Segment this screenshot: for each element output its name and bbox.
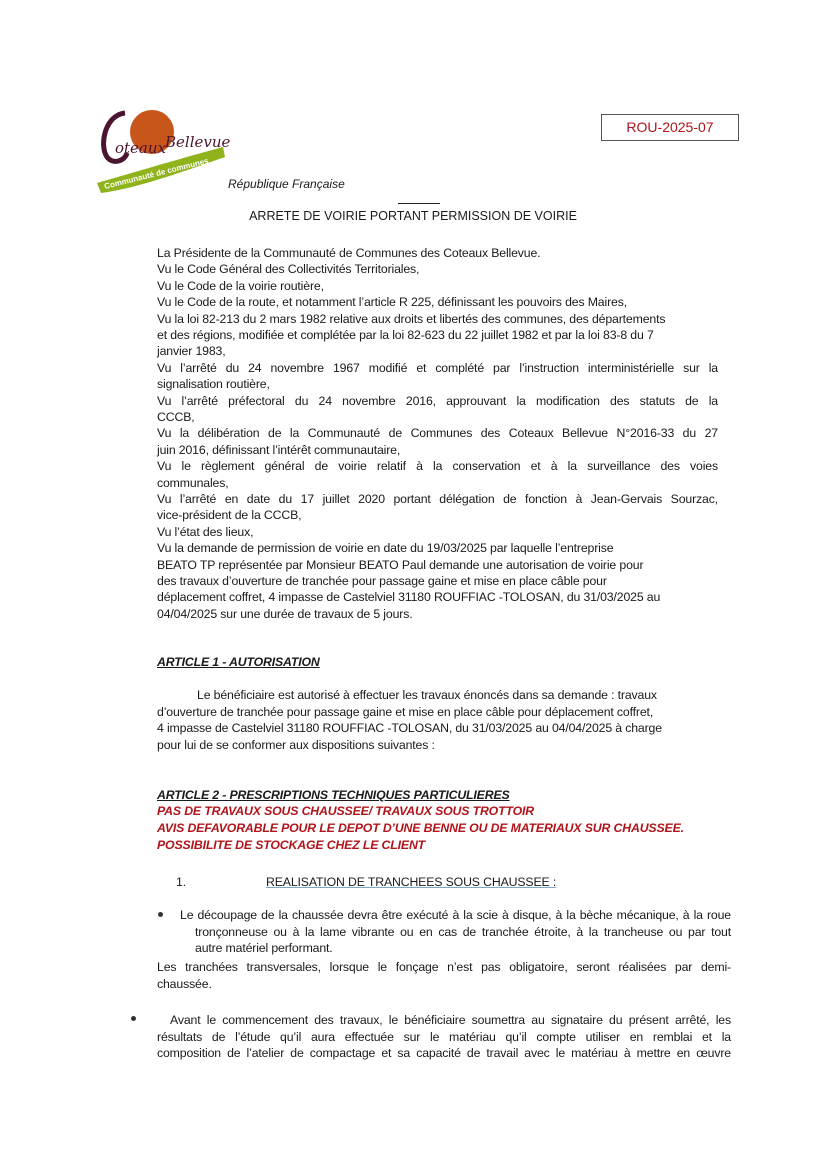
text-line: AVIS DEFAVORABLE POUR LE DEPOT D’UNE BENNE OU DE MATERIAUX SUR CHAUSSEE.	[157, 821, 684, 835]
text-line: Le découpage de la chaussée devra être exécuté à la scie à disque, à la bèche mécanique, à la roue	[180, 908, 731, 922]
text-line: autre matériel performant.	[195, 941, 333, 955]
text-line: 4 impasse de Castelviel 31180 ROUFFIAC -TOLOSAN, du 31/03/2025 au 04/04/2025 à charge	[157, 721, 662, 735]
text-line: résultats de l’étude qu’il aura effectuée sur le matériau qu’il compte utiliser en remblai et la	[157, 1029, 731, 1044]
text-line: Vu le Code de la route, et notamment l’article R 225, définissant les pouvoirs des Maires,	[157, 295, 627, 310]
bullet-icon	[131, 1016, 136, 1021]
text-line: BEATO TP représentée par Monsieur BEATO Paul demande une autorisation de voirie pour	[157, 557, 644, 572]
svg-text:Bellevue: Bellevue	[165, 133, 231, 151]
text-line: d’ouverture de tranchée pour passage gaine et mise en place câble pour déplacement coffret,	[157, 704, 654, 719]
text-line: vice-président de la CCCB,	[157, 508, 302, 523]
text-line: chaussée.	[157, 977, 212, 991]
text-line: POSSIBILITE DE STOCKAGE CHEZ LE CLIENT	[157, 838, 426, 852]
divider	[398, 203, 440, 204]
reference-box	[601, 114, 739, 141]
text-line: Vu la demande de permission de voirie en date du 19/03/2025 par laquelle l’entreprise	[157, 541, 614, 556]
text-line: Vu le Code de la voirie routière,	[157, 278, 324, 293]
text-line: Vu la loi 82-213 du 2 mars 1982 relative aux droits et libertés des communes, des départements	[157, 311, 666, 326]
text-line: Vu l’arrêté en date du 17 juillet 2020 portant délégation de fonction à Jean-Gervais Sourzac,	[157, 492, 718, 506]
section-number: 1.	[176, 875, 186, 889]
article-2-title: ARTICLE 2 - PRESCRIPTIONS TECHNIQUES PARTICULIERES	[157, 788, 510, 802]
republic-label: République Française	[228, 177, 345, 191]
text-line: tronçonneuse ou à la lame vibrante ou en cas de tranchée étroite, à la trancheuse ou par tout	[195, 924, 731, 939]
article-1-title: ARTICLE 1 - AUTORISATION	[157, 655, 320, 669]
text-line: Avant le commencement des travaux, le bénéficiaire soumettra au signataire du présent arrêté, les	[170, 1013, 731, 1027]
text-line: Vu l’arrêté du 24 novembre 1967 modifié et complété par l’instruction interministérielle sur la	[157, 360, 718, 375]
text-line: communales,	[157, 475, 229, 490]
text-line: La Présidente de la Communauté de Communes des Coteaux Bellevue.	[157, 246, 541, 260]
text-line: Vu l’état des lieux,	[157, 524, 254, 539]
svg-text:oteaux: oteaux	[115, 139, 166, 157]
text-line: Vu le règlement général de voirie relatif à la conservation et à la surveillance des voies	[157, 459, 718, 474]
text-line: Les tranchées transversales, lorsque le fonçage n’est pas obligatoire, seront réalisées par demi-	[157, 960, 731, 974]
text-line: pour lui de se conformer aux dispositions suivantes :	[157, 737, 435, 752]
text-line: et des régions, modifiée et complétée par la loi 82-623 du 22 juillet 1982 et par la loi 83-8 du 7	[157, 328, 654, 342]
section-title: REALISATION DE TRANCHEES SOUS CHAUSSEE :	[266, 875, 557, 889]
text-line: déplacement coffret, 4 impasse de Castelviel 31180 ROUFFIAC -TOLOSAN, du 31/03/2025 au	[157, 590, 661, 605]
document-title: ARRETE DE VOIRIE PORTANT PERMISSION DE VOIRIE	[249, 209, 577, 223]
svg-text:Communauté de communes: Communauté de communes	[103, 156, 210, 191]
text-line: Vu la délibération de la Communauté de Communes des Coteaux Bellevue N°2016-33 du 27	[157, 426, 718, 441]
coteaux-bellevue-logo	[95, 105, 235, 195]
text-line: juin 2016, définissant l’intérêt communautaire,	[157, 442, 401, 457]
bullet-icon	[158, 912, 163, 917]
reference-number: ROU-2025-07	[626, 119, 714, 135]
text-line: CCCB,	[157, 410, 195, 424]
text-line: PAS DE TRAVAUX SOUS CHAUSSEE/ TRAVAUX SOUS TROTTOIR	[157, 804, 535, 818]
text-line: des travaux d’ouverture de tranchée pour passage gaine et mise en place câble pour	[157, 574, 607, 588]
text-line: composition de l’atelier de compactage et sa capacité de travail avec le matériau à mettre en œuvre	[157, 1046, 731, 1060]
text-line: Vu le Code Général des Collectivités Territoriales,	[157, 262, 420, 277]
text-line: Le bénéficiaire est autorisé à effectuer les travaux énoncés dans sa demande : travaux	[197, 688, 657, 702]
text-line: signalisation routière,	[157, 377, 270, 392]
text-line: 04/04/2025 sur une durée de travaux de 5 jours.	[157, 606, 413, 621]
text-line: Vu l’arrêté préfectoral du 24 novembre 2016, approuvant la modification des statuts de la	[157, 393, 718, 408]
text-line: janvier 1983,	[157, 344, 226, 359]
